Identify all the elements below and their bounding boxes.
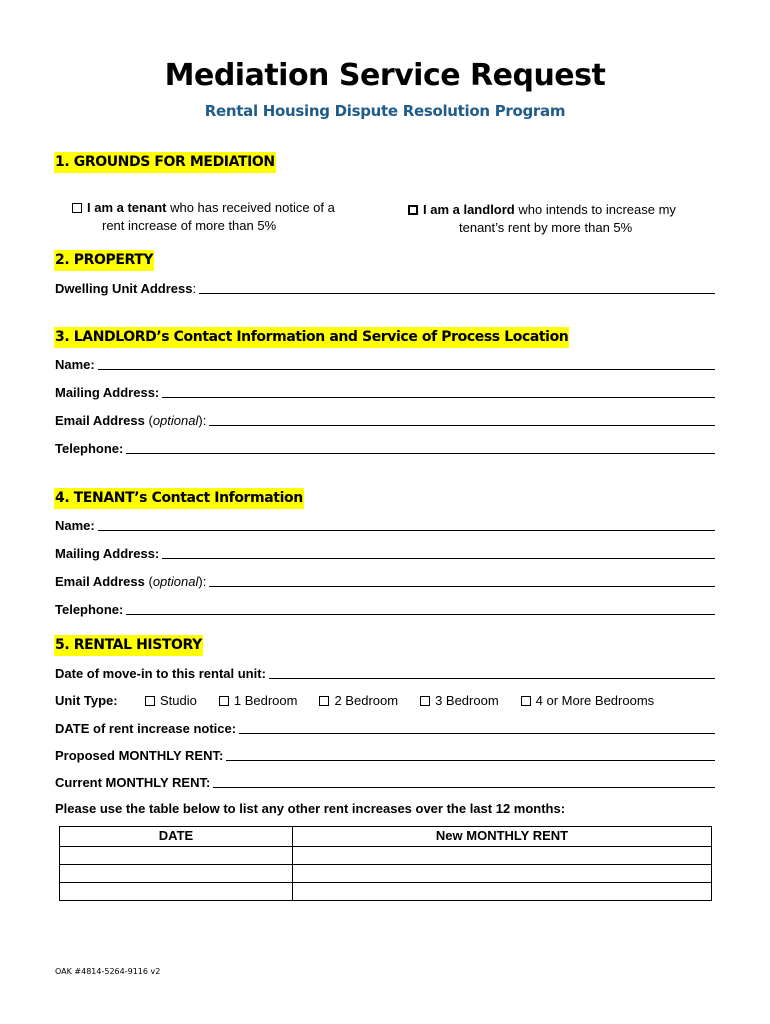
landlord-mailing-field[interactable] [55, 385, 715, 401]
tenant-phone-label: Telephone: [55, 602, 124, 617]
tenant-checkbox[interactable] [72, 203, 82, 213]
unit-option-2-bedroom[interactable] [319, 693, 398, 708]
tenant-option-text: who has received notice of a [170, 200, 335, 215]
tenant-email-input-line[interactable] [209, 586, 715, 587]
table-cell-date[interactable] [60, 847, 293, 865]
proposed-rent-input-line[interactable] [226, 760, 715, 761]
tenant-mailing-field[interactable] [55, 546, 715, 562]
tenant-option[interactable] [72, 199, 335, 235]
proposed-rent-label: Proposed MONTHLY RENT: [55, 748, 224, 763]
table-cell-rent[interactable] [293, 883, 712, 901]
unit-option-4-plus-bedrooms[interactable] [521, 693, 655, 708]
table-instructions: Please use the table below to list any other rent increases over the last 12 months: [55, 801, 566, 816]
landlord-name-input-line[interactable] [98, 369, 715, 370]
unit-option-studio[interactable] [145, 693, 197, 708]
table-cell-rent[interactable] [293, 847, 712, 865]
tenant-option-bold: I am a tenant [87, 200, 167, 215]
unit-option-label: 2 Bedroom [334, 693, 399, 708]
unit-type-group [55, 693, 676, 708]
tenant-option-text-2: rent increase of more than 5% [102, 218, 277, 233]
landlord-phone-field[interactable] [55, 441, 715, 457]
section-tenant-heading: 4. TENANT’s Contact Information [54, 488, 304, 509]
landlord-email-field[interactable]: Email Address ( optional ): [55, 413, 715, 429]
current-rent-label: Current MONTHLY RENT: [55, 775, 211, 790]
section-landlord-heading: 3. LANDLORD’s Contact Information and Service of Process Location [54, 327, 569, 348]
unit-option-label: 1 Bedroom [233, 693, 298, 708]
section-grounds-heading: 1. GROUNDS FOR MEDIATION [54, 152, 276, 173]
dwelling-address-input-line[interactable] [199, 293, 715, 294]
landlord-phone-input-line[interactable] [126, 453, 715, 454]
unit-option-label: 3 Bedroom [435, 693, 499, 708]
current-rent-input-line[interactable] [213, 787, 715, 788]
table-cell-rent[interactable] [293, 865, 712, 883]
checkbox-icon[interactable] [521, 696, 531, 706]
rent-increase-table [59, 826, 712, 901]
tenant-phone-field[interactable] [55, 602, 715, 618]
dwelling-address-field[interactable]: Dwelling Unit Address : [55, 281, 715, 297]
landlord-checkbox[interactable] [408, 205, 418, 215]
landlord-option-text: who intends to increase my [518, 202, 676, 217]
tenant-email-label: Email Address [55, 574, 145, 589]
landlord-name-label: Name: [55, 357, 95, 372]
checkbox-icon[interactable] [219, 696, 229, 706]
unit-option-1-bedroom[interactable] [219, 693, 298, 708]
move-in-date-field[interactable] [55, 666, 715, 682]
tenant-name-field[interactable] [55, 518, 715, 534]
table-cell-date[interactable] [60, 865, 293, 883]
tenant-name-input-line[interactable] [98, 530, 715, 531]
landlord-option-text-2: tenant’s rent by more than 5% [459, 220, 633, 235]
proposed-rent-field[interactable] [55, 748, 715, 764]
tenant-email-optional: optional [152, 574, 199, 589]
unit-option-label: 4 or More Bedrooms [535, 693, 655, 708]
current-rent-field[interactable] [55, 775, 715, 791]
tenant-mailing-input-line[interactable] [162, 558, 715, 559]
checkbox-icon[interactable] [145, 696, 155, 706]
checkbox-icon[interactable] [420, 696, 430, 706]
unit-option-label: Studio [160, 693, 197, 708]
tenant-email-field[interactable]: Email Address ( optional ): [55, 574, 715, 590]
page-title: Mediation Service Request [164, 58, 606, 93]
landlord-mailing-label: Mailing Address: [55, 385, 160, 400]
table-header-date: DATE [60, 827, 293, 847]
checkbox-icon[interactable] [319, 696, 329, 706]
page-subtitle: Rental Housing Dispute Resolution Program [204, 102, 566, 120]
landlord-phone-label: Telephone: [55, 441, 124, 456]
move-in-date-label: Date of move-in to this rental unit: [55, 666, 266, 681]
increase-notice-date-label: DATE of rent increase notice: [55, 721, 237, 736]
landlord-email-input-line[interactable] [209, 425, 715, 426]
tenant-mailing-label: Mailing Address: [55, 546, 160, 561]
section-rental-history-heading: 5. RENTAL HISTORY [54, 635, 203, 656]
section-property-heading: 2. PROPERTY [54, 250, 154, 271]
unit-option-3-bedroom[interactable] [420, 693, 499, 708]
table-row [60, 847, 712, 865]
document-id: OAK #4814-5264-9116 v2 [55, 967, 161, 976]
table-header-new-rent: New MONTHLY RENT [293, 827, 712, 847]
move-in-date-input-line[interactable] [269, 678, 715, 679]
tenant-phone-input-line[interactable] [126, 614, 715, 615]
landlord-option[interactable] [408, 201, 676, 237]
dwelling-address-label: Dwelling Unit Address [55, 281, 193, 296]
table-cell-date[interactable] [60, 883, 293, 901]
increase-notice-date-input-line[interactable] [239, 733, 715, 734]
landlord-mailing-input-line[interactable] [162, 397, 715, 398]
landlord-option-bold: I am a landlord [423, 202, 515, 217]
tenant-name-label: Name: [55, 518, 95, 533]
unit-type-label: Unit Type: [55, 693, 118, 708]
landlord-name-field[interactable] [55, 357, 715, 373]
table-row [60, 883, 712, 901]
increase-notice-date-field[interactable] [55, 721, 715, 737]
table-header-row [60, 827, 712, 847]
table-row [60, 865, 712, 883]
landlord-email-label: Email Address [55, 413, 145, 428]
landlord-email-optional: optional [152, 413, 199, 428]
